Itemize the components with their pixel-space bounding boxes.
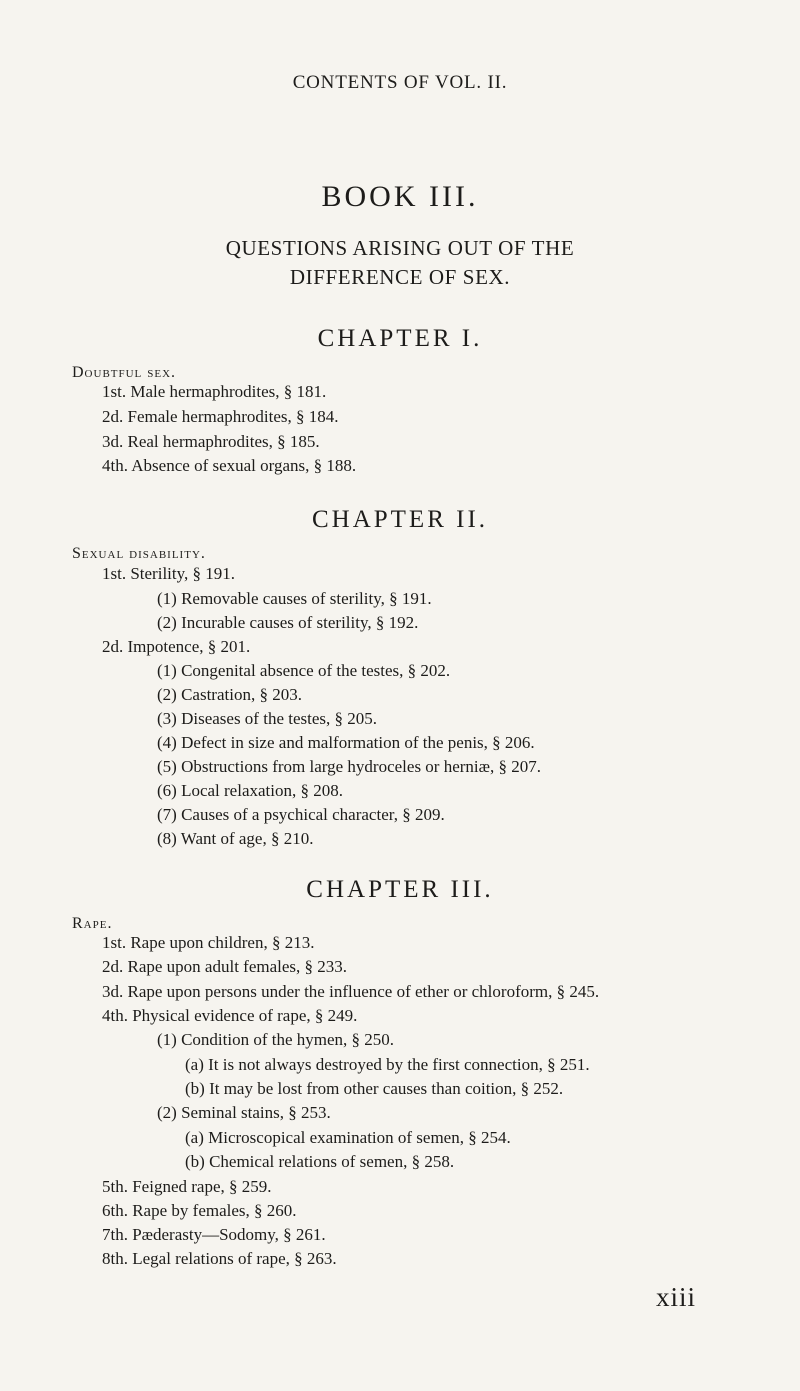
chapter-heading: CHAPTER III.: [306, 876, 494, 903]
book-subtitle: QUESTIONS ARISING OUT OF THE DIFFERENCE OF SEX.: [225, 236, 575, 289]
chapter-heading: CHAPTER II.: [311, 506, 489, 533]
toc-entry: (a) Microscopical examination of semen, § 254.: [185, 1128, 511, 1147]
toc-entry: (2) Castration, § 203.: [157, 685, 302, 704]
section-title: Doubtful sex.: [72, 364, 177, 381]
toc-entry: (8) Want of age, § 210.: [157, 829, 314, 848]
toc-entry: 6th. Rape by females, § 260.: [102, 1201, 297, 1220]
toc-entry: 1st. Rape upon children, § 213.: [102, 933, 315, 952]
toc-entry: 4th. Physical evidence of rape, § 249.: [102, 1006, 358, 1025]
toc-entry: (1) Removable causes of sterility, § 191.: [157, 589, 432, 608]
section-title: Sexual disability.: [72, 545, 206, 562]
toc-entry: 8th. Legal relations of rape, § 263.: [102, 1249, 337, 1268]
toc-entry: 5th. Feigned rape, § 259.: [102, 1177, 272, 1196]
toc-entry: (2) Seminal stains, § 253.: [157, 1103, 331, 1122]
toc-entry: (4) Defect in size and malformation of the penis, § 206.: [157, 733, 535, 752]
toc-entry: (7) Causes of a psychical character, § 209.: [157, 805, 445, 824]
toc-entry: 2d. Impotence, § 201.: [102, 637, 251, 656]
toc-entry: (1) Congenital absence of the testes, § 202.: [157, 661, 451, 680]
book-title: BOOK III.: [321, 180, 479, 213]
toc-entry: (a) It is not always destroyed by the first connection, § 251.: [185, 1055, 590, 1074]
section-title: Rape.: [72, 915, 113, 932]
toc-entry: 3d. Real hermaphrodites, § 185.: [102, 432, 320, 451]
toc-entry: 2d. Female hermaphrodites, § 184.: [102, 407, 339, 426]
toc-entry: (2) Incurable causes of sterility, § 192.: [157, 613, 419, 632]
toc-entry: (3) Diseases of the testes, § 205.: [157, 709, 378, 728]
toc-entry: 7th. Pæderasty—Sodomy, § 261.: [102, 1225, 326, 1244]
toc-entry: 2d. Rape upon adult females, § 233.: [102, 957, 348, 976]
page-number: xiii: [656, 1282, 697, 1312]
chapter-heading: CHAPTER I.: [317, 325, 483, 352]
toc-entry: 3d. Rape upon persons under the influence of ether or chloroform, § 245.: [102, 982, 600, 1001]
toc-entry: (b) Chemical relations of semen, § 258.: [185, 1152, 455, 1171]
toc-entry: 4th. Absence of sexual organs, § 188.: [102, 456, 357, 475]
toc-entry: (6) Local relaxation, § 208.: [157, 781, 343, 800]
running-head: CONTENTS OF VOL. II.: [292, 72, 508, 93]
toc-entry: (1) Condition of the hymen, § 250.: [157, 1030, 395, 1049]
toc-entry: (b) It may be lost from other causes than coition, § 252.: [185, 1079, 564, 1098]
toc-entry: 1st. Male hermaphrodites, § 181.: [102, 382, 327, 401]
toc-entry: 1st. Sterility, § 191.: [102, 564, 236, 583]
toc-entry: (5) Obstructions from large hydroceles or herniæ, § 207.: [157, 757, 541, 776]
